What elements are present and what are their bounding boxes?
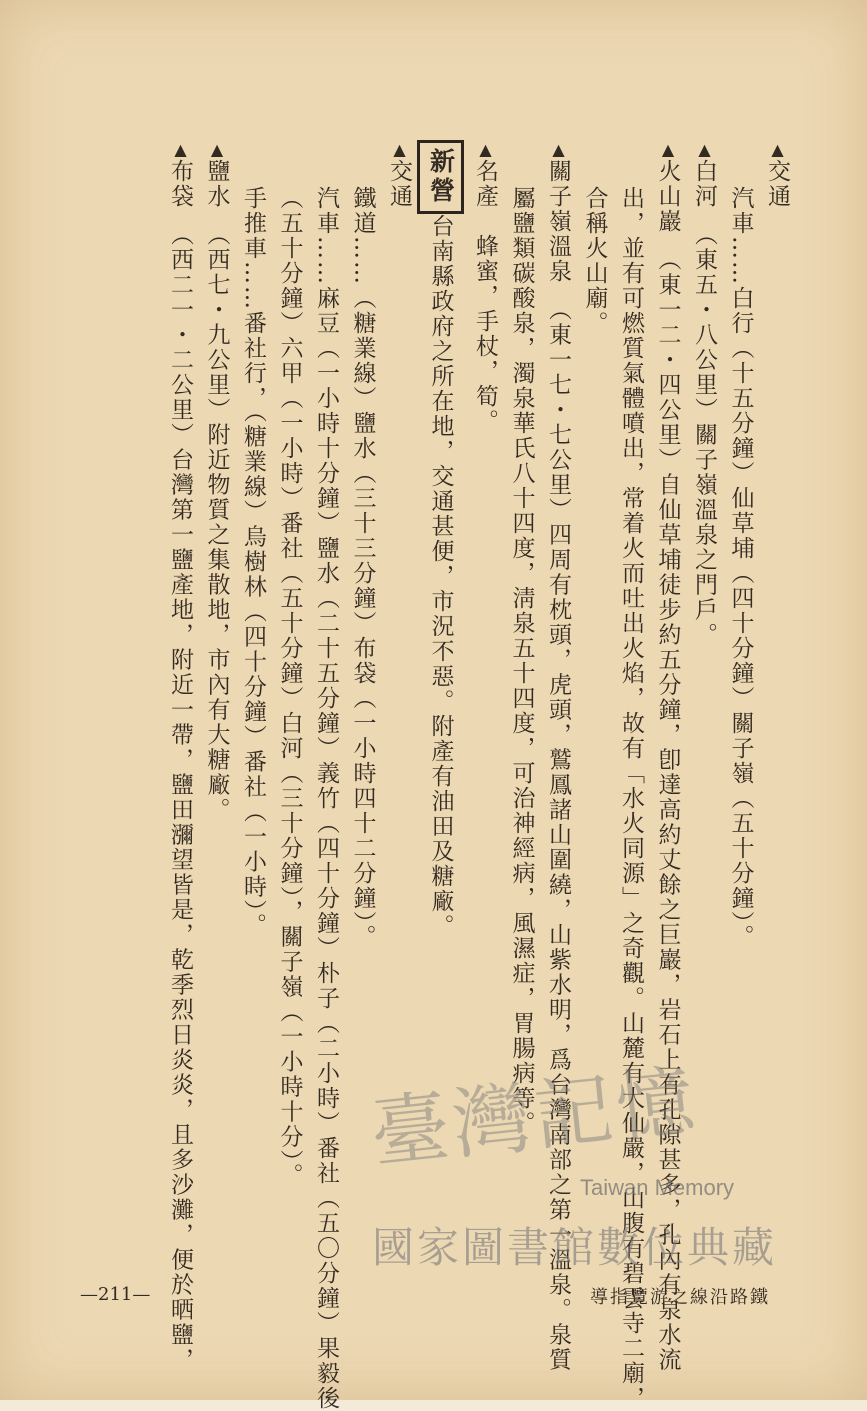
column-3: ▲白河 （東五・八公里）關子嶺溫泉之門戶。 [691, 140, 717, 648]
page-number: —211— [80, 1284, 151, 1305]
column-15: 手推車……番社行，（糖業線）烏樹林（四十分鐘）番社（一小時）。 [240, 186, 266, 938]
column-9: ▲名產 蜂蜜，手杖，筍。 [472, 140, 498, 434]
station-label: 新營 [417, 140, 464, 214]
column-2: 汽車……白行（十五分鐘）仙草埔（四十分鐘）關子嶺（五十分鐘）。 [727, 186, 754, 950]
column-17: ▲布袋 （西二一・二公里）台灣第一鹽產地，附近一帶，鹽田瀰望皆是，乾季烈日炎炎，且多沙灘，便於晒鹽， [167, 140, 193, 1373]
column-4: ▲火山巖 （東一二・四公里）自仙草埔徒步約五分鐘，卽達高約丈餘之巨巖，岩石上有孔隙甚多，孔內有泉水流 [654, 140, 681, 1373]
running-title: 導指覽游之線沿路鐵 [590, 1287, 770, 1308]
column-16: ▲鹽水 （西七・九公里）附近物質之集散地，市內有大糖廠。 [203, 140, 230, 823]
column-5: 出，並有可燃質氣體噴出，常着火而吐出火焰，故有「水火同源」之奇觀。山麓有大仙嚴，山腹有碧雲寺二廟， [618, 186, 644, 1411]
column-12: 鐵道……（糖業線）鹽水（三十三分鐘）布袋（一小時四十二分鐘）。 [349, 186, 376, 950]
column-6: 合稱火山廟。 [581, 186, 608, 336]
heading-transport: 交通 [764, 159, 790, 209]
column-7: ▲關子嶺溫泉 （東一七・七公里）四周有枕頭，虎頭，鷲鳳諸山圍繞，山紫水明，爲台灣南部之第一溫泉。泉質 [545, 140, 571, 1373]
column-1: ▲交通 [764, 140, 790, 209]
column-13: 汽車……麻豆（一小時十分鐘）鹽水（二十五分鐘）義竹（四十分鐘）朴子（二小時）番社（五〇分鐘）果毅後 [313, 186, 339, 1411]
watermark-logo: 臺灣記憶 [366, 1056, 703, 1180]
watermark-english: Taiwan Memory [580, 1175, 735, 1200]
column-14: （五十分鐘）六甲（一小時）番社（五十分鐘）白河（三十分鐘），關子嶺（一小時十分）。 [276, 186, 303, 1188]
column-10: 新營台南縣政府之所在地，交通甚便，市況不惡。附產有油田及糖廠。 [417, 140, 467, 1280]
watermark-chinese: 國家圖書館數位典藏 [372, 1223, 778, 1272]
column-11: ▲交通 [386, 140, 412, 209]
column-8: 屬鹽類碳酸泉，濁泉華氏八十四度，淸泉五十四度，可治神經病，風濕症，胃腸病等。 [508, 186, 535, 1136]
watermark [360, 1055, 820, 1285]
